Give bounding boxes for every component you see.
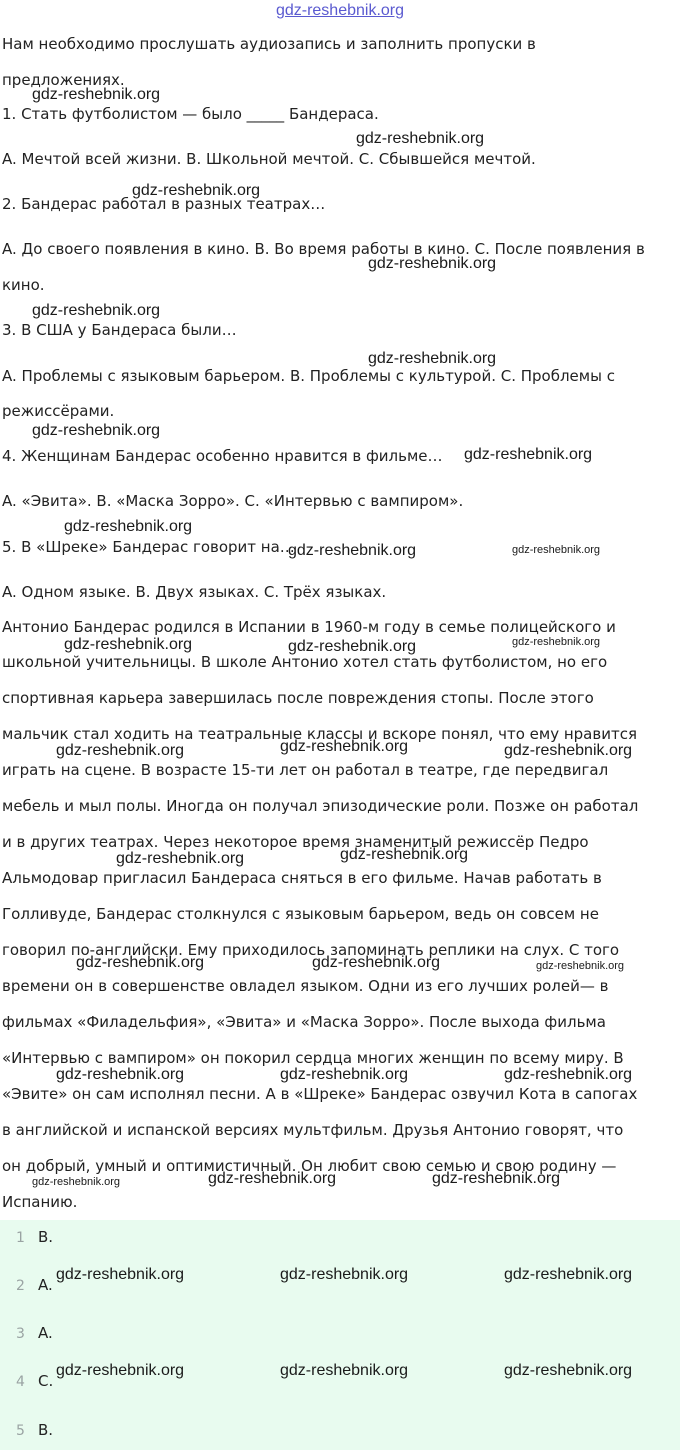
instruction-line: предложениях. [2, 71, 125, 89]
question-4: 4. Женщинам Бандерас особенно нравится в фильме… [2, 447, 443, 465]
watermark: gdz-reshebnik.org [356, 130, 485, 147]
watermark: gdz-reshebnik.org [512, 544, 601, 556]
answers-panel [0, 1220, 680, 1450]
text-line: говорил по-английски. Ему приходилось запоминать реплики на слух. С того [2, 941, 620, 959]
watermark: gdz-reshebnik.org [504, 742, 633, 759]
watermark: gdz-reshebnik.org [116, 850, 245, 867]
answer-number: 2 [16, 1278, 25, 1294]
answer-value: B. [38, 1228, 54, 1246]
question-1: 1. Стать футболистом — было _____ Бандераса. [2, 105, 379, 123]
watermark: gdz-reshebnik.org [504, 1266, 633, 1283]
watermark: gdz-reshebnik.org [280, 1362, 409, 1379]
watermark: gdz-reshebnik.org [504, 1362, 633, 1379]
watermark: gdz-reshebnik.org [288, 542, 417, 559]
options-3-cont: режиссёрами. [2, 402, 115, 420]
answer-number: 5 [16, 1423, 25, 1439]
text-line: Антонио Бандерас родился в Испании в 1960-м году в семье полицейского и [2, 618, 616, 636]
watermark: gdz-reshebnik.org [32, 86, 161, 103]
options-2-cont: кино. [2, 276, 45, 294]
answer-value: B. [38, 1421, 54, 1439]
text-line: играть на сцене. В возрасте 15-ти лет он работал в театре, где передвигал [2, 761, 609, 779]
watermark: gdz-reshebnik.org [340, 846, 469, 863]
text-line: времени он в совершенстве овладел языком. Одни из его лучших ролей— в [2, 977, 609, 995]
watermark: gdz-reshebnik.org [288, 638, 417, 655]
watermark: gdz-reshebnik.org [132, 182, 261, 199]
watermark: gdz-reshebnik.org [32, 422, 161, 439]
answer-value: A. [38, 1324, 53, 1342]
watermark: gdz-reshebnik.org [464, 446, 593, 463]
options-2: A. До своего появления в кино. B. Во время работы в кино. C. После появления в [2, 240, 645, 258]
text-line: фильмах «Филадельфия», «Эвита» и «Маска Зорро». После выхода фильма [2, 1013, 606, 1031]
text-line: спортивная карьера завершилась после повреждения стопы. После этого [2, 689, 594, 707]
question-3: 3. В США у Бандераса были… [2, 321, 237, 339]
watermark: gdz-reshebnik.org [312, 954, 441, 971]
watermark: gdz-reshebnik.org [64, 518, 193, 535]
options-4: A. «Эвита». B. «Маска Зорро». C. «Интервью с вампиром». [2, 492, 464, 510]
watermark: gdz-reshebnik.org [280, 738, 409, 755]
watermark-top: gdz-reshebnik.org [275, 2, 405, 19]
text-line: мебель и мыл полы. Иногда он получал эпизодические роли. Позже он работал [2, 797, 639, 815]
text-line: мальчик стал ходить на театральные классы и вскоре понял, что ему нравится [2, 725, 637, 743]
options-5: A. Одном языке. B. Двух языках. C. Трёх языках. [2, 583, 387, 601]
answer-value: C. [38, 1372, 54, 1390]
text-line: он добрый, умный и оптимистичный. Он любит свою семью и свою родину — [2, 1157, 617, 1175]
watermark: gdz-reshebnik.org [76, 954, 205, 971]
watermark: gdz-reshebnik.org [32, 302, 161, 319]
watermark: gdz-reshebnik.org [56, 1362, 185, 1379]
answer-number: 4 [16, 1374, 25, 1390]
answer-number: 1 [16, 1230, 25, 1246]
options-3: A. Проблемы с языковым барьером. B. Проблемы с культурой. C. Проблемы с [2, 367, 615, 385]
text-line: «Интервью с вампиром» он покорил сердца многих женщин по всему миру. В [2, 1049, 624, 1067]
watermark: gdz-reshebnik.org [64, 636, 193, 653]
watermark: gdz-reshebnik.org [432, 1170, 561, 1187]
text-line: Голливуде, Бандерас столкнулся с языковым барьером, ведь он совсем не [2, 905, 599, 923]
answer-number: 3 [16, 1326, 25, 1342]
watermark: gdz-reshebnik.org [280, 1066, 409, 1083]
text-line: в английской и испанской версиях мультфильм. Друзья Антонио говорят, что [2, 1121, 624, 1139]
answer-value: A. [38, 1276, 53, 1294]
watermark: gdz-reshebnik.org [56, 1066, 185, 1083]
watermark: gdz-reshebnik.org [368, 255, 497, 272]
watermark: gdz-reshebnik.org [56, 1266, 185, 1283]
text-line: Альмодовар пригласил Бандераса сняться в его фильме. Начав работать в [2, 869, 602, 887]
watermark: gdz-reshebnik.org [512, 636, 601, 648]
watermark: gdz-reshebnik.org [56, 742, 185, 759]
text-line: и в других театрах. Через некоторое время знаменитый режиссёр Педро [2, 833, 589, 851]
watermark: gdz-reshebnik.org [368, 350, 497, 367]
watermark: gdz-reshebnik.org [280, 1266, 409, 1283]
text-line: школьной учительницы. В школе Антонио хотел стать футболистом, но его [2, 653, 608, 671]
watermark: gdz-reshebnik.org [32, 1176, 121, 1188]
text-line: Испанию. [2, 1193, 78, 1211]
instruction-line: Нам необходимо прослушать аудиозапись и заполнить пропуски в [2, 35, 536, 53]
text-line: «Эвите» он сам исполнял песни. А в «Шреке» Бандерас озвучил Кота в сапогах [2, 1085, 638, 1103]
watermark: gdz-reshebnik.org [208, 1170, 337, 1187]
question-5: 5. В «Шреке» Бандерас говорит на… [2, 538, 295, 556]
question-2: 2. Бандерас работал в разных театрах… [2, 195, 326, 213]
watermark: gdz-reshebnik.org [504, 1066, 633, 1083]
options-1: A. Мечтой всей жизни. B. Школьной мечтой. C. Сбывшейся мечтой. [2, 150, 536, 168]
watermark: gdz-reshebnik.org [536, 960, 625, 972]
